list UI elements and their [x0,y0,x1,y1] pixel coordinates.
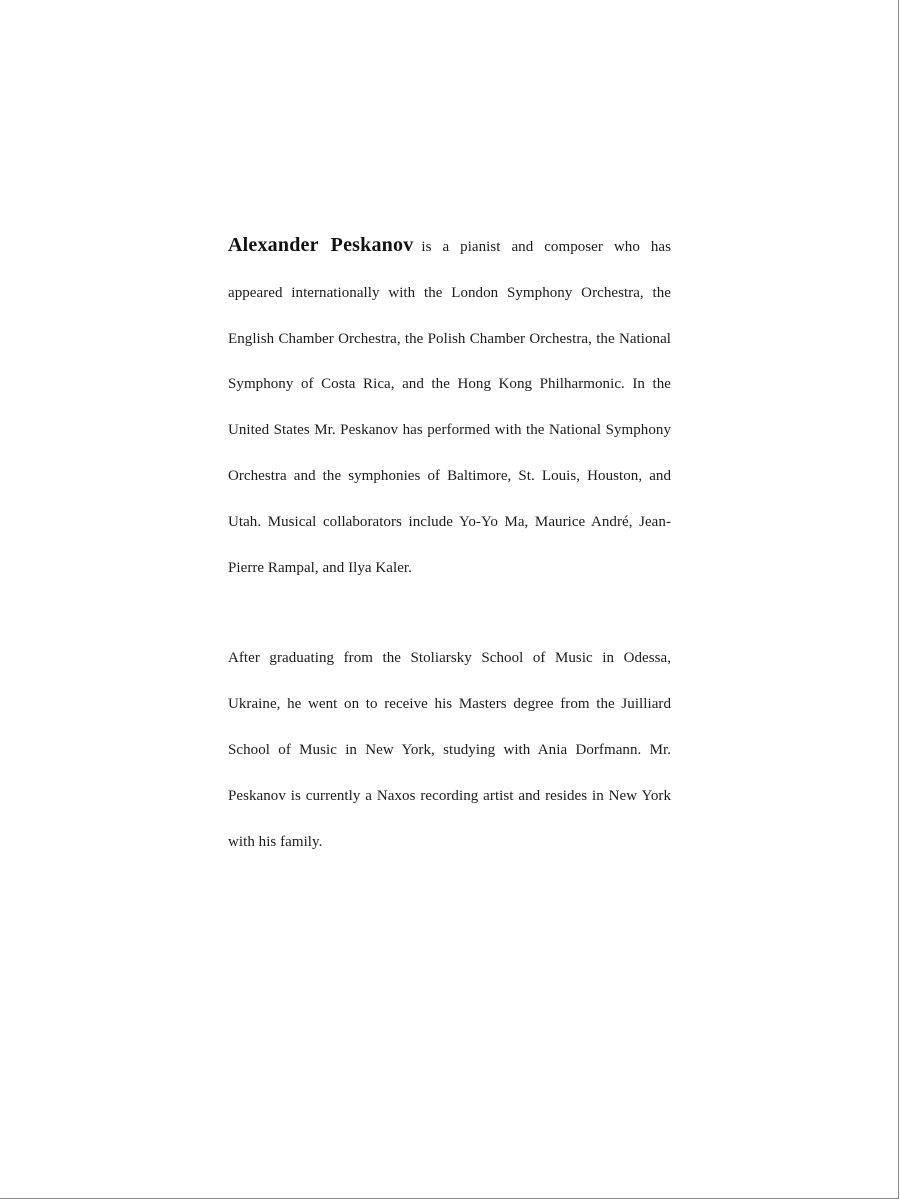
artist-name: Alexander Peskanov [228,234,414,256]
biography-paragraph-1 [228,223,671,591]
paragraph-1-body: is a pianist and composer who has appeared internationally with the London Symphony Orchestra, the English Chamber Orchestra, the Polish Chamber Orchestra, the National Symphony of Costa Rica, and the Hong Kong Philharmonic. In the United States Mr. Peskanov has performed with the National Symphony Orchestra and the symphonies of Baltimore, St. Louis, Houston, and Utah. Musical collaborators include Yo-Yo Ma, Maurice André, Jean-Pierre Rampal, and Ilya Kaler. [228,239,671,576]
biography-paragraph-2: After graduating from the Stoliarsky School of Music in Odessa, Ukraine, he went on to receive his Masters degree from the Juilliard School of Music in New York, studying with Ania Dorfmann. Mr. Peskanov is currently a Naxos recording artist and resides in New York with his family. [228,650,671,850]
biography-text [228,223,671,865]
